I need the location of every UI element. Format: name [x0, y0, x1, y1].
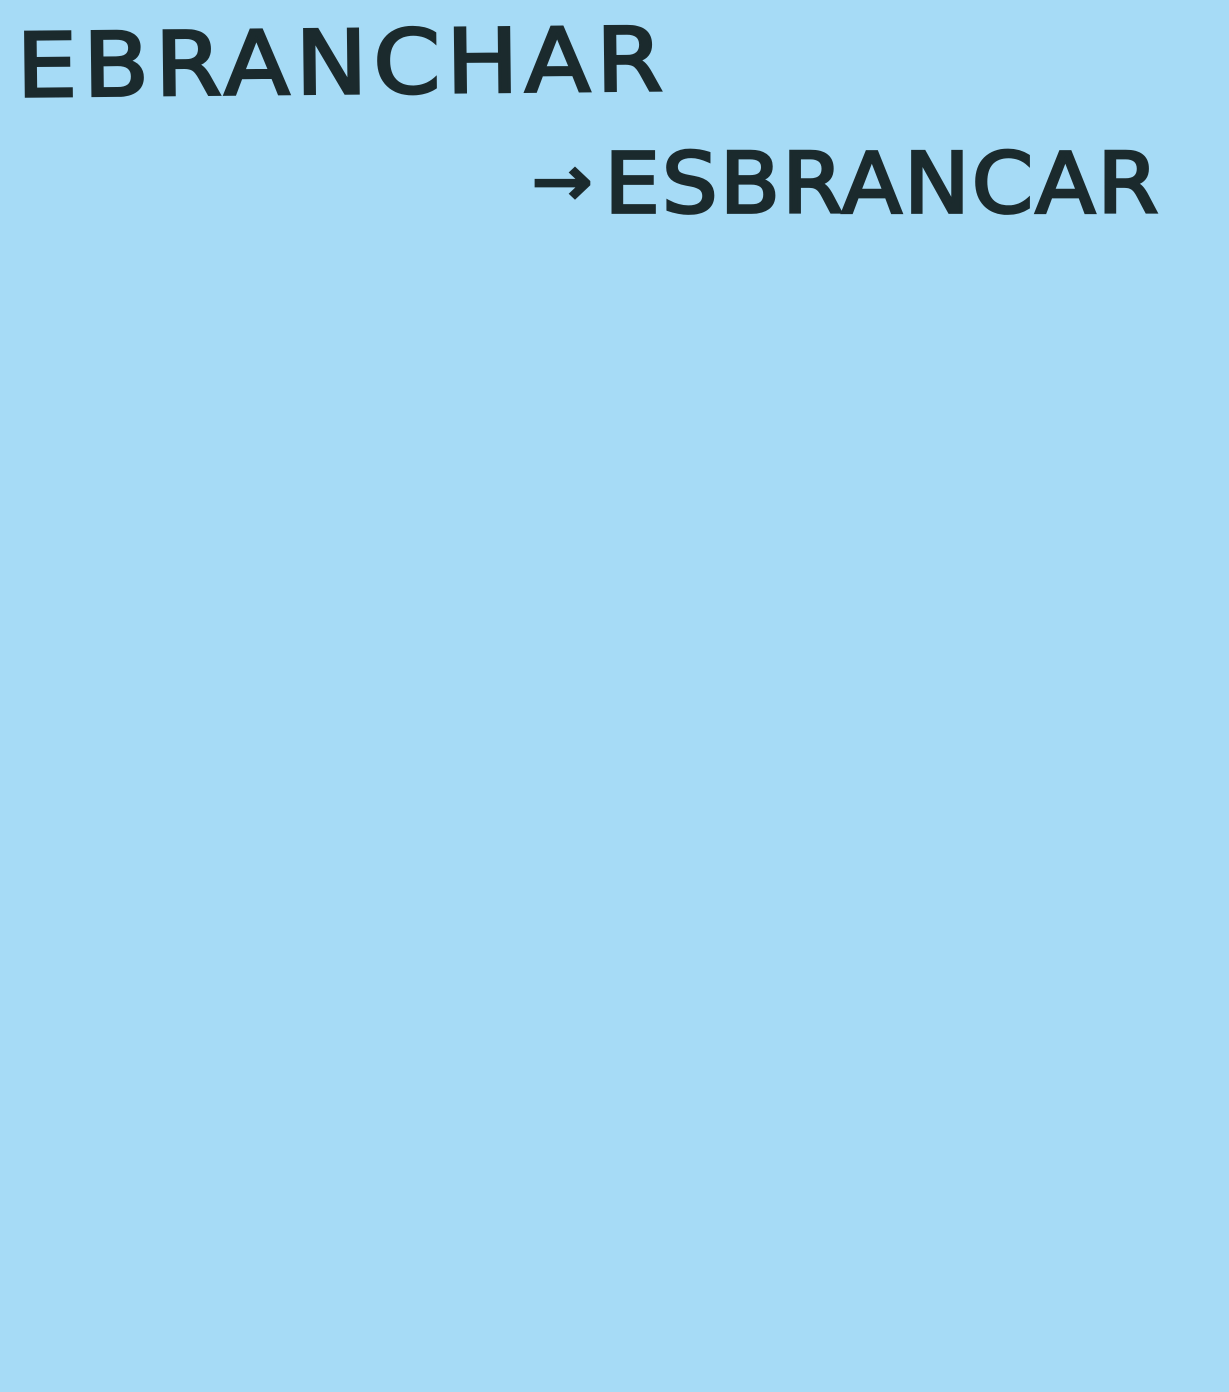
- handwritten-word-esbrancar: ESBRANCAR: [604, 134, 1161, 233]
- handwritten-correction-line: [532, 134, 1161, 233]
- handwritten-word-ebranchar: EBRANCHAR: [15, 8, 670, 118]
- arrow-icon: →: [532, 141, 595, 221]
